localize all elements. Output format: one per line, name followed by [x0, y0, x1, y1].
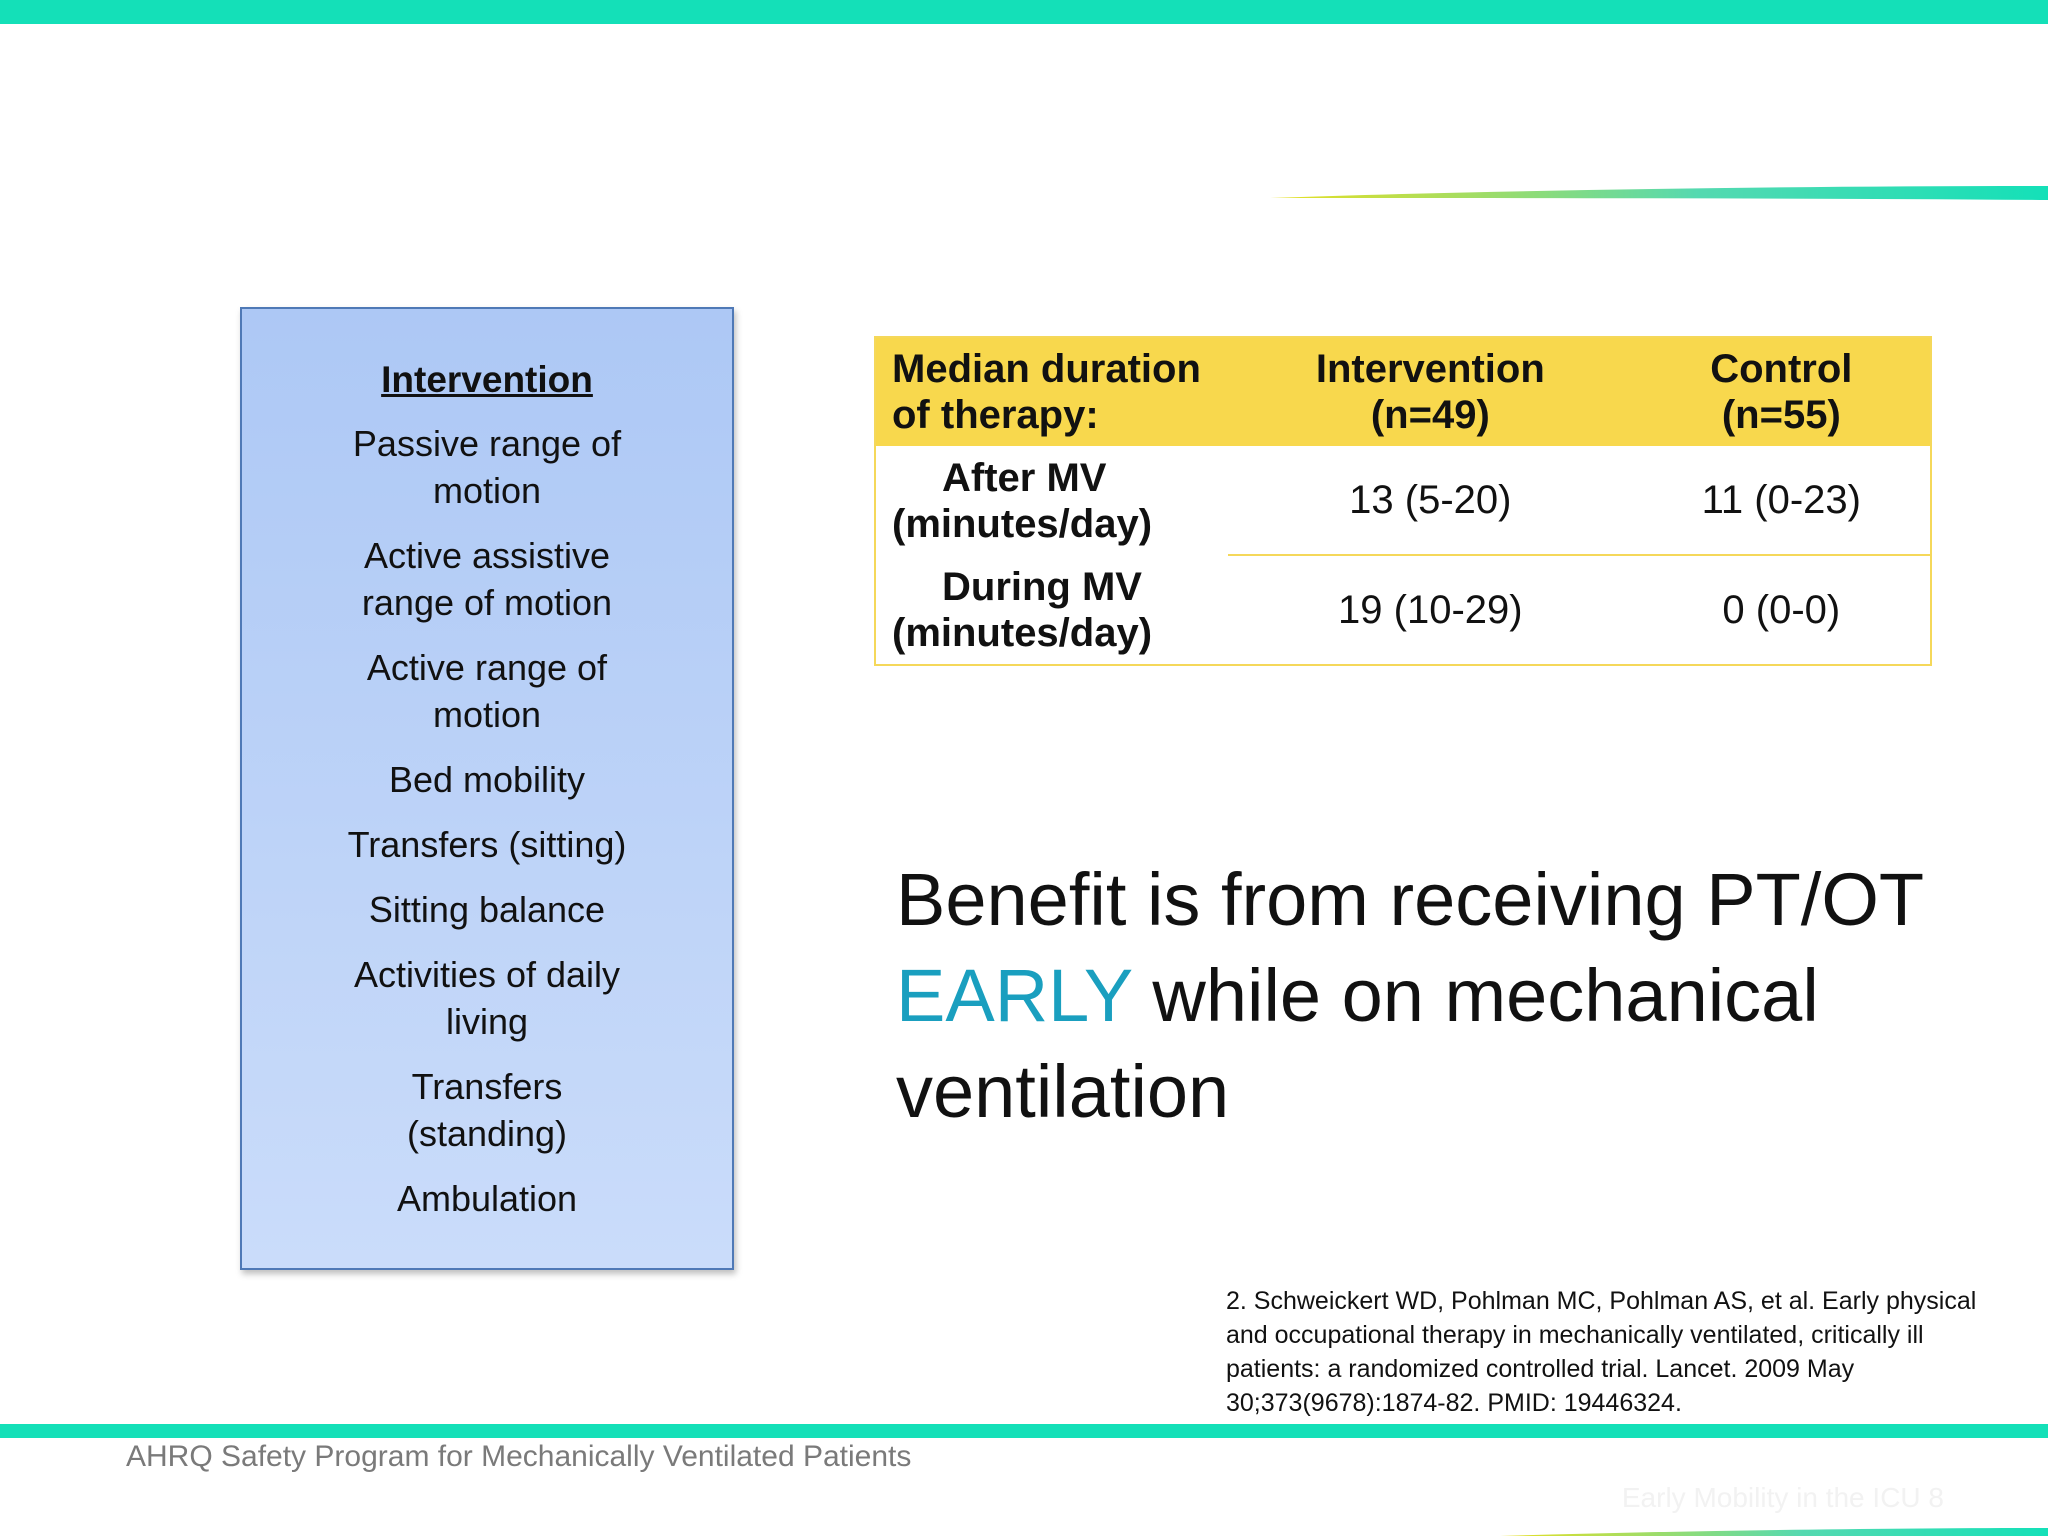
intervention-item: Sitting balance	[368, 889, 606, 930]
intervention-item: Active range of motion	[366, 647, 608, 735]
intervention-item: Ambulation	[396, 1178, 578, 1219]
citation-text: 2. Schweickert WD, Pohlman MC, Pohlman AS, et al. Early physical and occupational therapy in mechanically ventilated, critically ill patients: a randomized controlled trial. Lancet. 2009 May 30;373(9678):1874-82. PMID: 19446324.	[1226, 1287, 1977, 1417]
intervention-item: Activities of daily living	[353, 954, 621, 1042]
benefit-line: while on mechanical	[1131, 954, 1819, 1037]
header-text: Control	[1710, 347, 1853, 391]
page-number: 8	[1928, 1482, 1944, 1513]
header-control	[1633, 337, 1931, 446]
row-label	[875, 555, 1228, 665]
intervention-item: Transfers (sitting)	[347, 824, 627, 865]
intervention-item: Passive range of motion	[352, 423, 622, 511]
bottom-swoosh	[0, 1526, 2048, 1536]
header-text: Intervention	[1315, 347, 1545, 391]
row-label-line: (minutes/day)	[892, 501, 1153, 546]
table-row	[875, 446, 1931, 555]
footer-program-name: AHRQ Safety Program for Mechanically Ventilated Patients	[126, 1440, 912, 1473]
intervention-item: Transfers (standing)	[406, 1066, 568, 1154]
intervention-value: 19 (10-29)	[1228, 555, 1633, 665]
row-label	[875, 446, 1228, 555]
table-header-row	[875, 337, 1931, 446]
row-label-line: During MV	[942, 564, 1142, 609]
header-intervention	[1228, 337, 1633, 446]
header-text: (n=55)	[1721, 393, 1841, 437]
row-label-line: (minutes/day)	[892, 610, 1153, 655]
header-text: Median duration	[892, 347, 1201, 391]
early-highlight: EARLY	[896, 954, 1132, 1037]
row-label-line: After MV	[942, 455, 1107, 500]
header-median-duration	[875, 337, 1228, 446]
intervention-box	[240, 307, 734, 1270]
footer-module-info	[1622, 1480, 1944, 1516]
intervention-item: Bed mobility	[388, 759, 586, 800]
therapy-duration-table	[874, 336, 1932, 666]
benefit-line: Benefit is from receiving PT/OT	[896, 858, 1925, 941]
header-text: of therapy:	[892, 393, 1099, 437]
intervention-value: 13 (5-20)	[1349, 478, 1512, 522]
intervention-box-title: Intervention	[381, 359, 593, 400]
decorative-swoosh	[0, 0, 2048, 210]
header-text: (n=49)	[1370, 393, 1490, 437]
control-value: 0 (0-0)	[1633, 555, 1931, 665]
bottom-accent-band	[0, 1424, 2048, 1438]
benefit-line: ventilation	[896, 1050, 1230, 1133]
intervention-item: Active assistive range of motion	[361, 535, 613, 623]
footer-module-name: Early Mobility in the ICU	[1621, 1482, 1921, 1513]
control-value: 11 (0-23)	[1701, 478, 1861, 522]
benefit-statement	[896, 852, 1996, 1140]
table-row	[875, 555, 1931, 665]
